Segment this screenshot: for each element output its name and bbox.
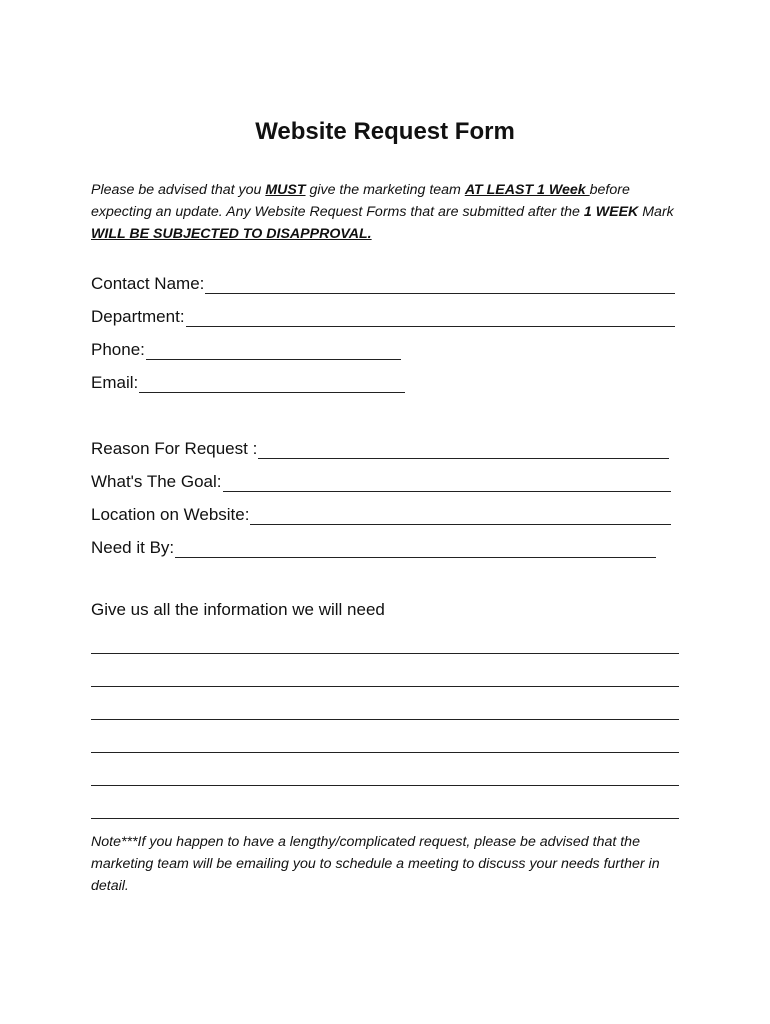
intro-1-week: 1 WEEK — [583, 204, 639, 220]
intro-must: MUST — [265, 182, 306, 198]
need-by-input-line[interactable] — [175, 540, 656, 558]
department-label: Department: — [91, 307, 185, 326]
intro-at-least: AT LEAST 1 Week — [464, 182, 590, 198]
info-blank-line[interactable] — [91, 752, 679, 753]
email-label: Email: — [91, 373, 139, 392]
email-field — [91, 369, 405, 393]
info-blank-line[interactable] — [91, 818, 679, 819]
location-field — [91, 501, 671, 525]
reason-field — [91, 435, 669, 459]
goal-field — [91, 468, 671, 492]
location-label: Location on Website: — [91, 505, 250, 524]
need-by-field — [91, 534, 656, 558]
phone-label: Phone: — [91, 340, 145, 359]
goal-input-line[interactable] — [223, 474, 671, 492]
intro-text-4: Mark — [638, 204, 674, 220]
info-blank-line[interactable] — [91, 686, 679, 687]
need-by-label: Need it By: — [91, 538, 175, 557]
intro-text-1: Please be advised that you — [91, 182, 266, 198]
phone-input-line[interactable] — [146, 342, 401, 360]
phone-field — [91, 336, 401, 360]
info-blank-line[interactable] — [91, 785, 679, 786]
contact-name-field — [91, 270, 675, 294]
department-field — [91, 303, 675, 327]
info-section-label: Give us all the information we will need — [91, 600, 385, 619]
footer-note: Note***If you happen to have a lengthy/complicated request, please be advised that the marketing team will be emailing you to schedule a meeting to discuss your needs further in detail. — [91, 834, 660, 894]
location-input-line[interactable] — [250, 507, 671, 525]
intro-text-2: give the marketing team — [305, 182, 465, 198]
intro-notice — [91, 179, 691, 245]
reason-input-line[interactable] — [258, 441, 669, 459]
intro-subjected: WILL BE SUBJECTED TO DISAPPROVAL. — [91, 226, 372, 242]
info-blank-line[interactable] — [91, 719, 679, 720]
goal-label: What's The Goal: — [91, 472, 222, 491]
form-title: Website Request Form — [255, 118, 515, 145]
intro-text-3: before expecting an update. Any Website Request Forms that are submitted after the — [91, 182, 630, 220]
email-input-line[interactable] — [139, 375, 405, 393]
info-blank-line[interactable] — [91, 653, 679, 654]
reason-label: Reason For Request : — [91, 439, 258, 458]
contact-name-input-line[interactable] — [205, 276, 675, 294]
department-input-line[interactable] — [186, 309, 675, 327]
contact-name-label: Contact Name: — [91, 274, 205, 293]
